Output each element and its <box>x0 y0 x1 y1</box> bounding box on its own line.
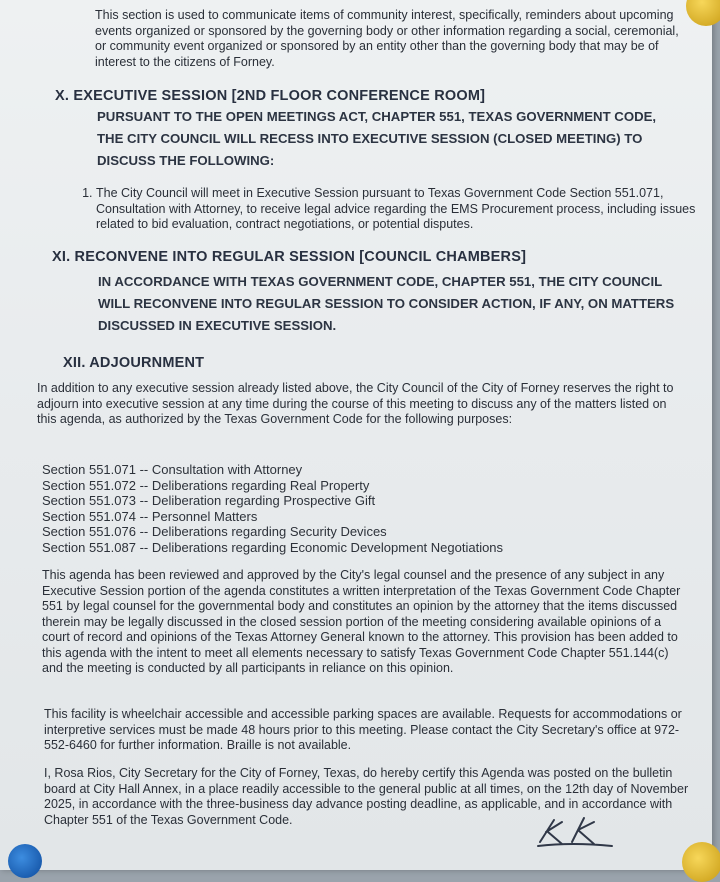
section-x-heading: X. EXECUTIVE SESSION [2ND FLOOR CONFERENCE ROOM] <box>55 88 486 104</box>
accessibility-paragraph: This facility is wheelchair accessible and accessible parking spaces are available. Requests for accommodations or interpretive services must be made 48 hours prior to this meeting. Please contact the City Secretary's office at 972-552-6460 for further information. Braille is not available. <box>44 707 682 752</box>
code-section-item: Section 551.072 -- Deliberations regarding Real Property <box>42 477 370 493</box>
section-xii-heading: XII. ADJOURNMENT <box>63 355 205 371</box>
certification-paragraph: I, Rosa Rios, City Secretary for the City of Forney, Texas, do hereby certify this Agenda was posted on the bulletin board at City Hall Annex, in a place readily accessible to the general public at all times, on the 12th day of November 2025, in accordance with the three-business day advance posting deadline, as applicable, and in accordance with Chapter 551 of the Texas Government Code. <box>44 766 689 827</box>
code-section-item: Section 551.076 -- Deliberations regarding Security Devices <box>42 524 387 540</box>
community-interest-paragraph: This section is used to communicate items of community interest, specifically, reminders about upcoming events organized or sponsored by the governing body or other information regarding a social, ceremonial, or community event organized or sponsored by an entity other than the governing body that may be of interest to the citizens of Forney. <box>95 8 679 69</box>
code-section-item: Section 551.074 -- Personnel Matters <box>42 508 258 524</box>
reserve-right-paragraph: In addition to any executive session already listed above, the City Council of the City of Forney reserves the right to adjourn into executive session at any time during the course of this meeting to discuss any of the matters listed on this agenda, as authorized by the Texas Government Code for the following purposes: <box>37 381 674 426</box>
code-section-item: Section 551.073 -- Deliberation regarding Prospective Gift <box>42 493 376 509</box>
legal-counsel-paragraph: This agenda has been reviewed and approved by the City's legal counsel and the presence of any subject in any Executive Session portion of the agenda constitutes a written interpretation of the Texas Government Code Chapter 551 by legal counsel for the governmental body and constitutes an opinion by the attorney that the items discussed therein may be legally discussed in the closed session portion of the meeting considering available opinions of a court of record and opinions of the Texas Attorney General known to the attorney. This provision has been added to this agenda with the intent to meet all elements necessary to satisfy Texas Government Code Chapter 551.144(c) and the meeting is conducted by all participants in reliance on this opinion. <box>42 568 681 675</box>
executive-session-item: 1. The City Council will meet in Executive Session pursuant to Texas Government Code Section 551.071, Consultation with Attorney, to receive legal advice regarding the EMS Procurement process, including issues related to bid evaluation, contract negotiations, or potential disputes. <box>96 186 696 233</box>
code-section-item: Section 551.071 -- Consultation with Attorney <box>42 462 303 477</box>
code-section-list <box>42 462 562 556</box>
section-x-statement: PURSUANT TO THE OPEN MEETINGS ACT, CHAPTER 551, TEXAS GOVERNMENT CODE, THE CITY COUNCIL WILL RECESS INTO EXECUTIVE SESSION (CLOSED MEETING) TO DISCUSS THE FOLLOWING: <box>97 109 657 168</box>
section-xi-heading: XI. RECONVENE INTO REGULAR SESSION [COUNCIL CHAMBERS] <box>52 249 527 265</box>
section-xi-statement: IN ACCORDANCE WITH TEXAS GOVERNMENT CODE, CHAPTER 551, THE CITY COUNCIL WILL RECONVENE INTO REGULAR SESSION TO CONSIDER ACTION, IF ANY, ON MATTERS DISCUSSED IN EXECUTIVE SESSION. <box>98 274 675 333</box>
code-section-item: Section 551.087 -- Deliberations regarding Economic Development Negotiations <box>42 539 504 555</box>
city-secretary-signature <box>532 812 622 852</box>
yellow-thumbtack-icon <box>682 842 720 882</box>
blue-thumbtack-icon <box>8 844 42 878</box>
executive-session-list <box>80 186 696 233</box>
